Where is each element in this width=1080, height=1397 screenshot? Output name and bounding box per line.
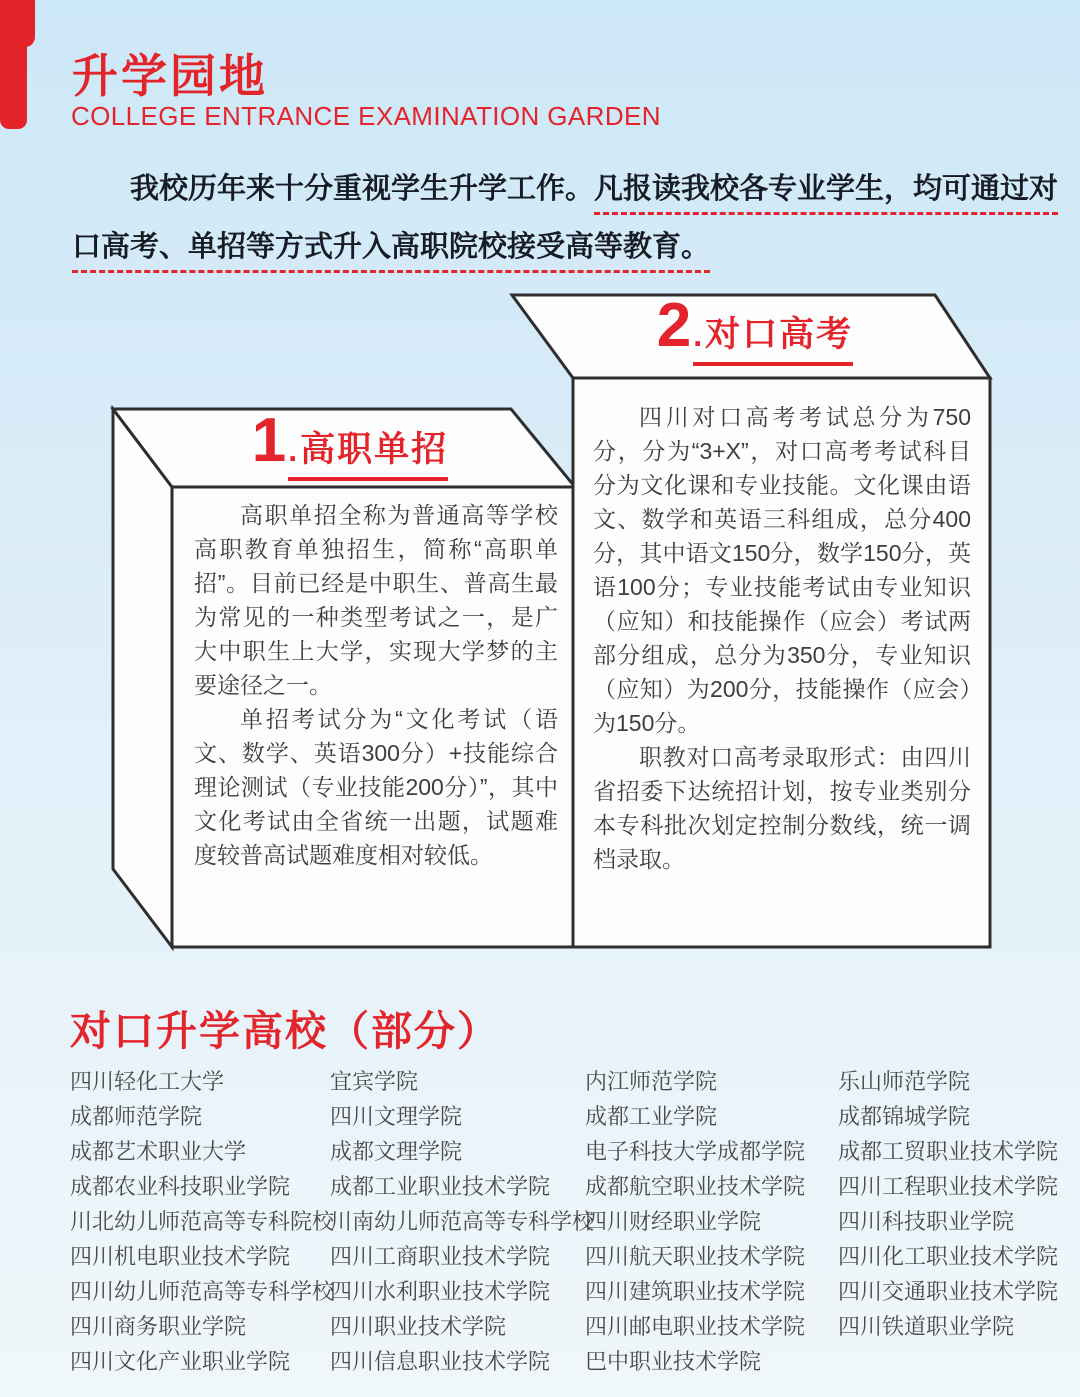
box1-body xyxy=(194,498,558,872)
college-item: 四川职业技术学院 xyxy=(330,1314,507,1339)
intro-text-plain: 我校历年来十分重视学生升学工作。 xyxy=(130,173,595,205)
college-item: 四川航天职业技术学院 xyxy=(585,1244,806,1269)
college-list xyxy=(70,1064,1070,1379)
college-item: 成都艺术职业大学 xyxy=(70,1139,247,1164)
box2-header xyxy=(585,291,925,366)
college-column-4 xyxy=(838,1064,1070,1379)
colleges-section-heading: 对口升学高校（部分） xyxy=(70,1008,500,1054)
college-item: 四川交通职业技术学院 xyxy=(838,1279,1059,1304)
college-item: 四川幼儿师范高等专科学校 xyxy=(70,1279,335,1304)
college-item: 四川财经职业学院 xyxy=(585,1209,762,1234)
college-item: 成都工业职业技术学院 xyxy=(330,1174,551,1199)
box1-title: 高职单招 xyxy=(300,430,449,469)
box2-paragraph-2: 职教对口高考录取形式：由四川省招委下达统招计划，按专业类别分本专科批次划定控制分数线，统一调档录取。 xyxy=(593,744,971,872)
college-item: 内江师范学院 xyxy=(585,1069,718,1094)
college-item: 四川工程职业技术学院 xyxy=(838,1174,1059,1199)
box1-paragraph-2: 单招考试分为“文化考试（语文、数学、英语300分）+技能综合理论测试（专业技能200分）”，其中文化考试由全省统一出题，试题难度较普高试题难度相对较低。 xyxy=(194,706,558,868)
college-item: 四川建筑职业技术学院 xyxy=(585,1279,806,1304)
college-column-1 xyxy=(70,1064,335,1379)
college-item: 宜宾学院 xyxy=(330,1069,419,1094)
college-item: 四川化工职业技术学院 xyxy=(838,1244,1059,1269)
college-item: 成都农业科技职业学院 xyxy=(70,1174,291,1199)
box1-dot: . xyxy=(288,432,298,468)
college-item: 乐山师范学院 xyxy=(838,1069,971,1094)
college-item: 川南幼儿师范高等专科学校 xyxy=(330,1209,595,1234)
college-item: 四川轻化工大学 xyxy=(70,1069,225,1094)
intro-text-underlined-2: 口高考、单招等方式升入高职院校接受高等教育。 xyxy=(72,231,710,273)
page-subtitle: COLLEGE ENTRANCE EXAMINATION GARDEN xyxy=(71,101,661,131)
college-item: 成都文理学院 xyxy=(330,1139,463,1164)
box2-paragraph-1: 四川对口高考考试总分为750分，分为“3+X”，对口高考考试科目分为文化课和专业技能。文化课由语文、数学和英语三科组成，总分400分，其中语文150分，数学150分，英语100分；专业技能考试由专业知识（应知）和技能操作（应会）考试两部分组成，总分为350分，专业知识（应知）为200分，技能操作（应会）为150分。 xyxy=(593,404,971,736)
college-item: 四川文理学院 xyxy=(330,1104,463,1129)
college-item: 四川信息职业技术学院 xyxy=(330,1349,551,1374)
college-item: 四川工商职业技术学院 xyxy=(330,1244,551,1269)
college-item: 电子科技大学成都学院 xyxy=(585,1139,806,1164)
intro-line-1 xyxy=(72,160,1072,218)
college-item: 四川水利职业技术学院 xyxy=(330,1279,551,1304)
box1-number: 1 xyxy=(251,406,287,475)
college-item: 四川文化产业职业学院 xyxy=(70,1349,291,1374)
box2-title: 对口高考 xyxy=(705,315,854,354)
college-item: 四川铁道职业学院 xyxy=(838,1314,1015,1339)
intro-line-2 xyxy=(72,218,1072,276)
college-item: 四川科技职业学院 xyxy=(838,1209,1015,1234)
corner-ribbon-wide xyxy=(0,0,35,47)
college-column-3 xyxy=(585,1064,838,1379)
college-item: 成都锦城学院 xyxy=(838,1104,971,1129)
college-item: 成都师范学院 xyxy=(70,1104,203,1129)
college-item: 四川商务职业学院 xyxy=(70,1314,247,1339)
college-item: 成都工业学院 xyxy=(585,1104,718,1129)
college-item: 巴中职业技术学院 xyxy=(585,1349,762,1374)
intro-paragraph xyxy=(72,160,1072,276)
intro-text-underlined-1: 凡报读我校各专业学生，均可通过对 xyxy=(594,173,1058,215)
college-item: 成都工贸职业技术学院 xyxy=(838,1139,1059,1164)
box1-paragraph-1: 高职单招全称为普通高等学校高职教育单独招生，简称“高职单招”。目前已经是中职生、普高生最为常见的一种类型考试之一，是广大中职生上大学，实现大学梦的主要途径之一。 xyxy=(194,502,558,698)
college-item: 四川邮电职业技术学院 xyxy=(585,1314,806,1339)
college-item: 四川机电职业技术学院 xyxy=(70,1244,291,1269)
college-item: 成都航空职业技术学院 xyxy=(585,1174,806,1199)
box1-left-face xyxy=(113,409,172,947)
box2-body xyxy=(593,400,971,876)
college-column-2 xyxy=(330,1064,595,1379)
box2-number: 2 xyxy=(656,291,692,360)
box1-title-underline xyxy=(288,422,448,481)
box2-dot: . xyxy=(693,317,703,353)
box1-header xyxy=(185,406,515,481)
page-title: 升学园地 xyxy=(72,50,268,102)
box2-title-underline xyxy=(693,307,853,366)
college-item: 川北幼儿师范高等专科院校 xyxy=(70,1209,335,1234)
